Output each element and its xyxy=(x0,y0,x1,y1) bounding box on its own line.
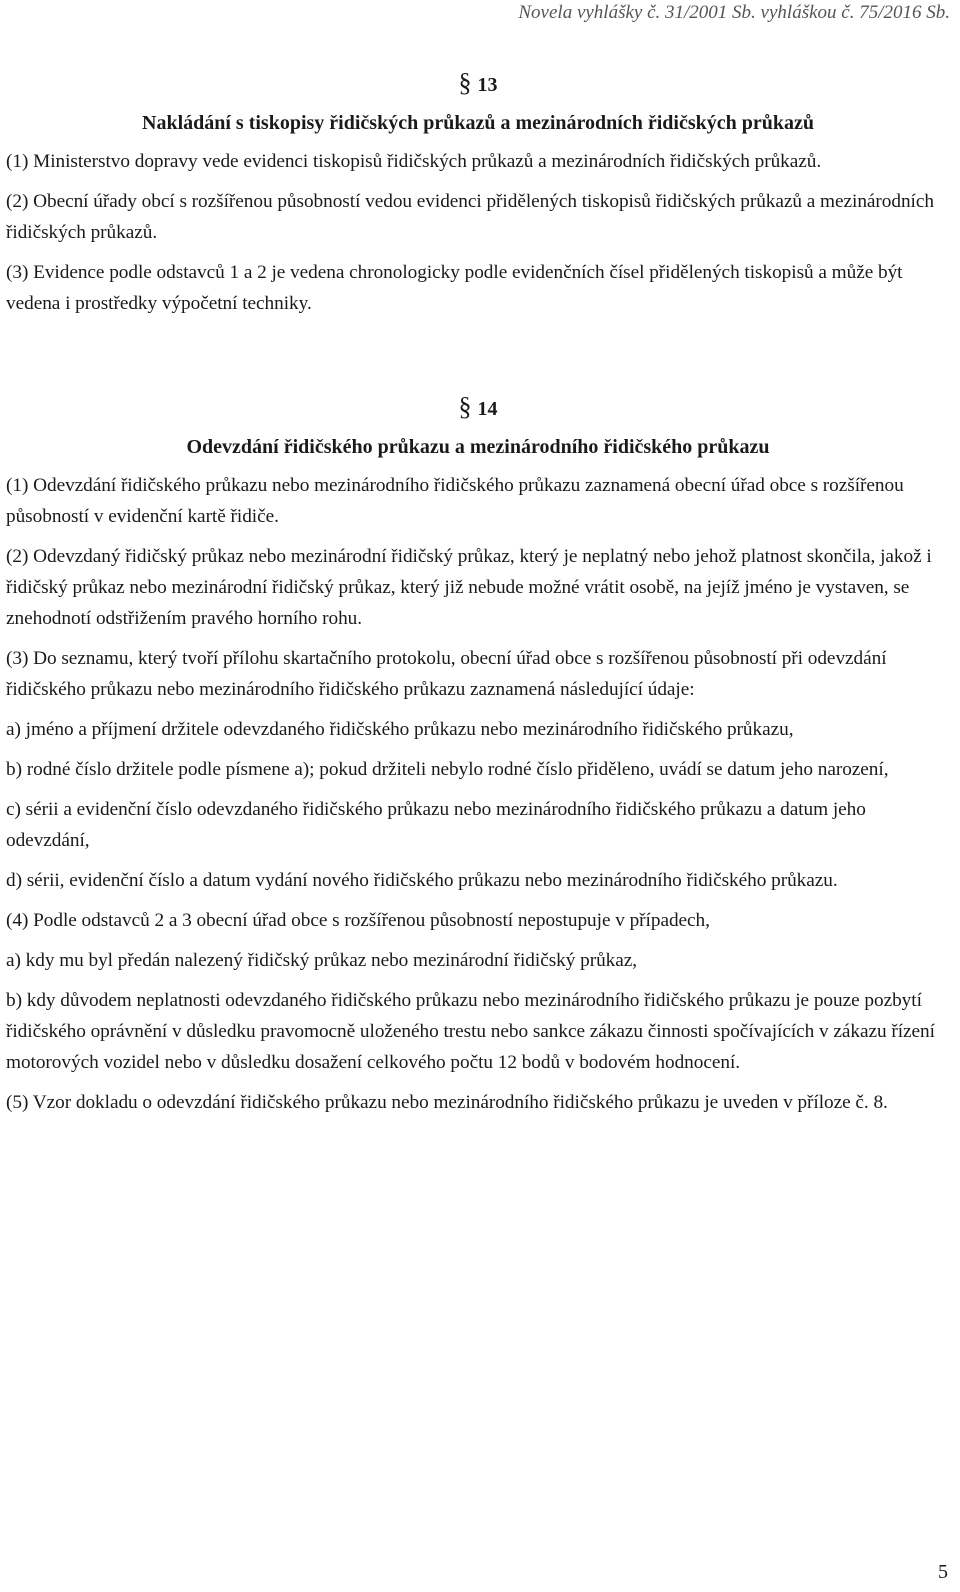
paragraph: (1) Ministerstvo dopravy vede evidenci tiskopisů řidičských průkazů a mezinárodních řidičských průkazů. xyxy=(6,151,822,172)
paragraph: (3) Do seznamu, který tvoří přílohu skartačního protokolu, obecní úřad obce s rozšířenou působností při odevzdání řidičského průkazu nebo mezinárodního řidičského průkazu zaznamená následující údaje: xyxy=(6,648,887,700)
list-item: c) sérii a evidenční číslo odevzdaného řidičského průkazu nebo mezinárodního řidičského průkazu a datum jeho odevzdání, xyxy=(6,799,866,851)
page-number: 5 xyxy=(938,1561,948,1583)
paragraph: (2) Obecní úřady obcí s rozšířenou působností vedou evidenci přidělených tiskopisů řidičských průkazů a mezinárodních řidičských průkazů. xyxy=(6,191,934,243)
section-number-value: 14 xyxy=(477,398,498,420)
section-number xyxy=(6,394,950,422)
section-13 xyxy=(6,70,950,319)
list-item: d) sérii, evidenční číslo a datum vydání nového řidičského průkazu nebo mezinárodního řidičského průkazu. xyxy=(6,870,838,891)
list-item: a) kdy mu byl předán nalezený řidičský průkaz nebo mezinárodní řidičský průkaz, xyxy=(6,950,638,971)
section-sign: § xyxy=(458,68,472,97)
section-14 xyxy=(6,394,950,1118)
paragraph: (5) Vzor dokladu o odevzdání řidičského průkazu nebo mezinárodního řidičského průkazu je uveden v příloze č. 8. xyxy=(6,1092,888,1113)
paragraph: (1) Odevzdání řidičského průkazu nebo mezinárodního řidičského průkazu zaznamená obecní úřad obce s rozšířenou působností v evidenční kartě řidiče. xyxy=(6,475,904,527)
paragraph: (4) Podle odstavců 2 a 3 obecní úřad obce s rozšířenou působností nepostupuje v případech, xyxy=(6,910,710,931)
list-item: a) jméno a příjmení držitele odevzdaného řidičského průkazu nebo mezinárodního řidičského průkazu, xyxy=(6,719,794,740)
paragraph: (2) Odevzdaný řidičský průkaz nebo mezinárodní řidičský průkaz, který je neplatný nebo jehož platnost skončila, jakož i řidičský průkaz nebo mezinárodní řidičský průkaz, který již nebude možné vrátit osobě, na jejíž jméno je vystaven, se znehodnotí odstřižením pravého horního rohu. xyxy=(6,546,932,629)
paragraph: (3) Evidence podle odstavců 1 a 2 je vedena chronologicky podle evidenčních čísel přidělených tiskopisů a může být vedena i prostředky výpočetní techniky. xyxy=(6,262,903,314)
section-title: Nakládání s tiskopisy řidičských průkazů a mezinárodních řidičských průkazů xyxy=(142,112,814,134)
list-item: b) kdy důvodem neplatnosti odevzdaného řidičského průkazu nebo mezinárodního řidičského průkazu je pouze pozbytí řidičského oprávnění v důsledku pravomocně uloženého trestu nebo sankce zákazu činnosti spočívajících v zákazu řízení motorových vozidel nebo v důsledku dosažení celkového počtu 12 bodů v bodovém hodnocení. xyxy=(6,990,935,1073)
section-sign: § xyxy=(458,392,472,421)
section-number-value: 13 xyxy=(477,74,498,96)
running-header: Novela vyhlášky č. 31/2001 Sb. vyhláškou č. 75/2016 Sb. xyxy=(518,2,950,23)
section-number xyxy=(6,70,950,98)
list-item: b) rodné číslo držitele podle písmene a); pokud držiteli nebylo rodné číslo přiděleno, uvádí se datum jeho narození, xyxy=(6,759,889,780)
document-body xyxy=(6,70,950,1127)
section-spacer xyxy=(6,328,950,394)
section-title: Odevzdání řidičského průkazu a mezinárodního řidičského průkazu xyxy=(186,436,770,458)
